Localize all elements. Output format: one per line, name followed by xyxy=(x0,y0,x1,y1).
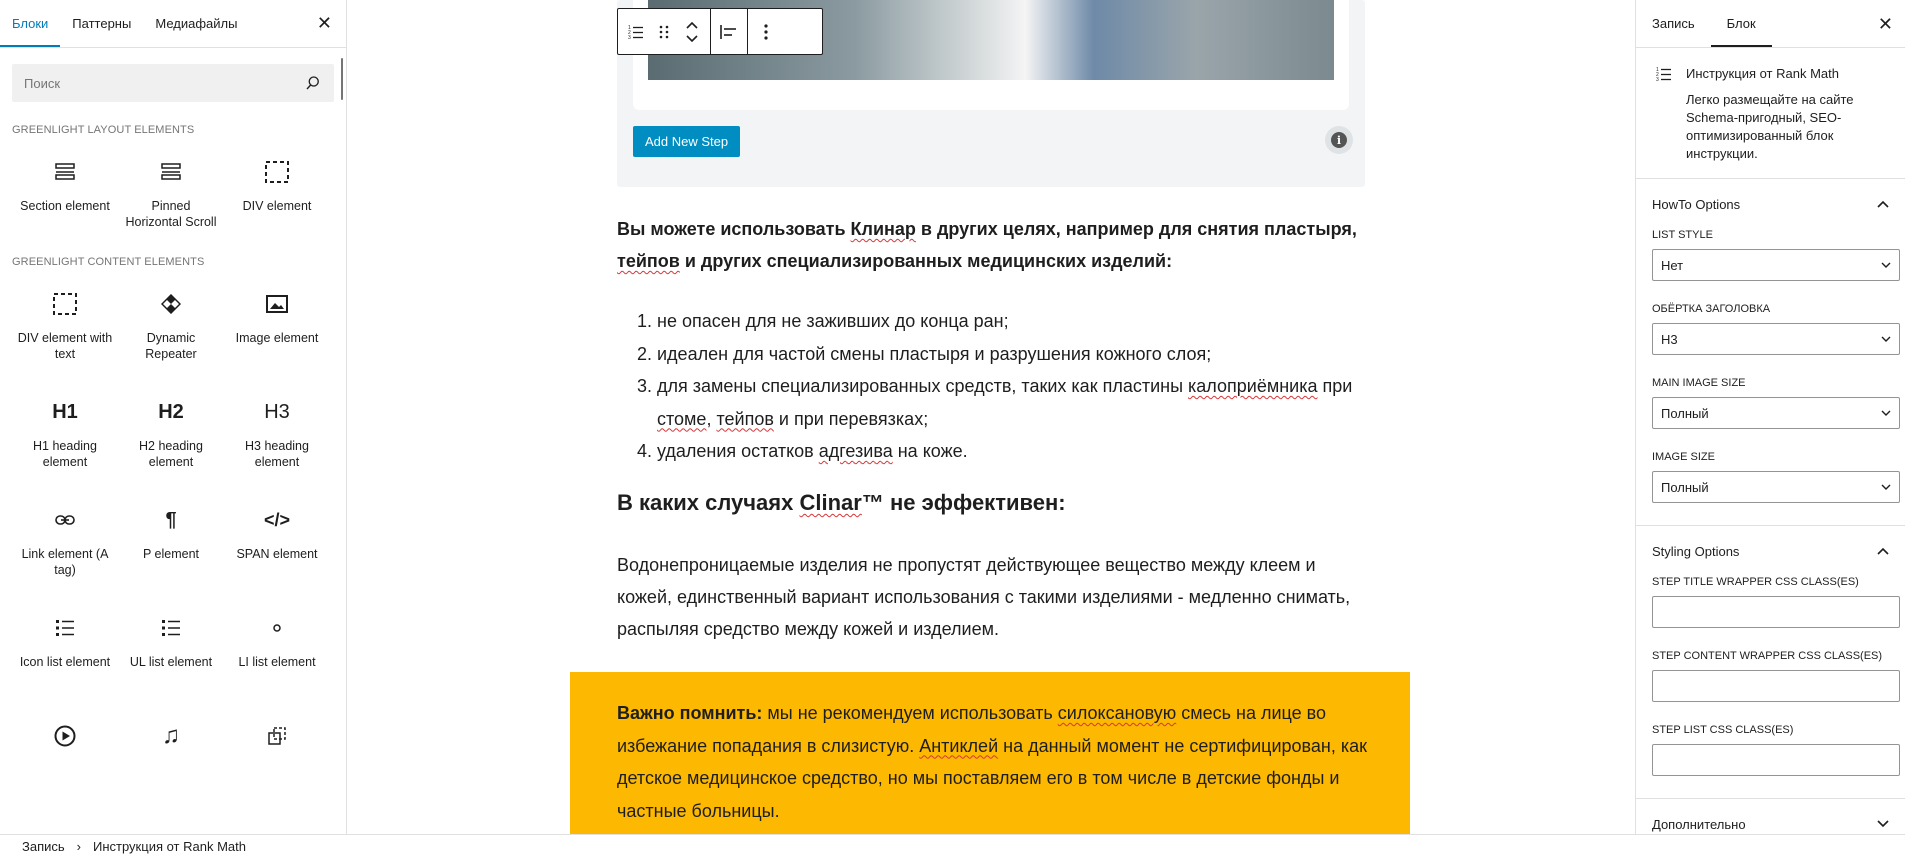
block-card-description: Легко размещайте на сайте Schema-пригодный, SEO-оптимизированный блок инструкции. xyxy=(1686,92,1854,161)
main-image-size-select[interactable] xyxy=(1652,397,1900,429)
callout-text xyxy=(617,697,1377,827)
search-input[interactable] xyxy=(24,76,304,91)
li-dot-icon xyxy=(272,610,282,646)
svg-text:3: 3 xyxy=(628,34,631,40)
panel-title: Дополнительно xyxy=(1652,816,1746,832)
block-pinned-horizontal-scroll[interactable] xyxy=(118,154,224,248)
panel-toggle-howto[interactable] xyxy=(1652,179,1889,229)
select-value: H3 xyxy=(1661,331,1678,347)
spellcheck-word: Антиклей xyxy=(919,735,999,756)
repeater-icon xyxy=(161,286,181,322)
copy-icon xyxy=(268,718,286,754)
svg-text:2: 2 xyxy=(628,29,631,36)
block-icon-list[interactable] xyxy=(12,610,118,704)
div-text-icon xyxy=(53,286,77,322)
chevron-down-icon xyxy=(1881,410,1891,416)
inserter-tabs xyxy=(0,0,346,48)
tab-block[interactable]: Блок xyxy=(1711,0,1772,47)
chevron-down-icon[interactable] xyxy=(686,35,698,43)
image-size-select[interactable] xyxy=(1652,471,1900,503)
spellcheck-word: силоксановую xyxy=(1057,703,1177,723)
list-item xyxy=(657,435,1365,468)
callout-block[interactable] xyxy=(570,672,1410,834)
text-run: удаления остатков xyxy=(657,441,819,461)
block-span-element[interactable] xyxy=(224,502,330,596)
image-icon xyxy=(266,286,288,322)
icon-list-icon xyxy=(55,610,75,646)
panel-toggle-advanced[interactable] xyxy=(1652,799,1889,835)
block-toolbar xyxy=(617,8,823,55)
block-label: H1 heading element xyxy=(33,439,97,469)
move-arrows[interactable] xyxy=(680,12,704,52)
panel-howto-options xyxy=(1636,179,1905,526)
svg-text:1: 1 xyxy=(1656,67,1659,73)
text-run: на данный момент не сертифицирован, как детское медицинское средство, но мы поставляем его в том числе в детские фонды и частные больницы. xyxy=(617,735,1368,821)
uses-list[interactable] xyxy=(617,305,1365,468)
paragraph-uses[interactable] xyxy=(617,213,1365,277)
block-label: H2 heading element xyxy=(139,439,203,469)
list-item xyxy=(657,338,1365,371)
block-copy[interactable] xyxy=(224,718,330,812)
section-heading[interactable] xyxy=(617,490,1066,516)
content-blocks-grid xyxy=(12,286,346,812)
block-label: UL list element xyxy=(129,655,213,669)
chevron-up-icon xyxy=(1877,547,1889,555)
block-label: LI list element xyxy=(238,655,316,669)
breadcrumb-root[interactable]: Запись xyxy=(22,839,65,854)
chevron-down-icon xyxy=(1881,484,1891,490)
field-label: STEP CONTENT WRAPPER CSS CLASS(ES) xyxy=(1652,650,1883,662)
tab-blocks[interactable]: Блоки xyxy=(0,0,60,47)
block-section-element[interactable] xyxy=(12,154,118,248)
spellcheck-word: Клинар xyxy=(850,219,916,239)
category-title-layout: GREENLIGHT LAYOUT ELEMENTS xyxy=(12,124,195,136)
list-item-text: не опасен для не заживших до конца ран; xyxy=(657,311,1009,331)
breadcrumb xyxy=(0,834,1905,858)
text-run: ™ не эффективен: xyxy=(861,490,1066,515)
block-card xyxy=(1636,48,1905,179)
h3-icon: H3 xyxy=(264,400,290,423)
block-video[interactable] xyxy=(12,718,118,812)
field-label: LIST STYLE xyxy=(1652,229,1713,241)
layout-blocks-grid xyxy=(12,154,346,248)
section-icon xyxy=(55,154,75,190)
text-run: при xyxy=(1317,376,1353,396)
h2-icon: H2 xyxy=(158,400,184,423)
block-card-title: Инструкция от Rank Math xyxy=(1686,66,1839,81)
chevron-down-icon xyxy=(1877,820,1889,828)
category-title-content: GREENLIGHT CONTENT ELEMENTS xyxy=(12,256,205,268)
block-ul-list[interactable] xyxy=(118,610,224,704)
toolbar-group-align xyxy=(711,9,748,54)
tab-media[interactable]: Медиафайлы xyxy=(155,16,238,31)
block-audio[interactable] xyxy=(118,718,224,812)
tab-post[interactable]: Запись xyxy=(1652,16,1695,31)
step-content-class-input[interactable] xyxy=(1652,670,1900,702)
block-label: Pinned Horizontal Scroll xyxy=(125,199,217,229)
block-label: Dynamic Repeater xyxy=(145,331,197,361)
paragraph-icon: ¶ xyxy=(165,508,177,531)
h1-icon: H1 xyxy=(52,400,78,423)
field-label: MAIN IMAGE SIZE xyxy=(1652,377,1746,389)
chevron-up-icon xyxy=(1877,200,1889,208)
list-item xyxy=(657,305,1365,338)
block-image-element[interactable] xyxy=(224,286,330,380)
ul-list-icon xyxy=(161,610,181,646)
block-div-element[interactable] xyxy=(224,154,330,248)
field-label: ОБЁРТКА ЗАГОЛОВКА xyxy=(1652,303,1771,315)
code-icon: </> xyxy=(263,509,291,530)
align-left-icon[interactable] xyxy=(717,15,741,49)
editor-canvas xyxy=(348,0,1635,834)
info-icon: i xyxy=(1331,132,1347,148)
drag-handle-icon[interactable] xyxy=(652,15,676,49)
chevron-down-icon xyxy=(1881,262,1891,268)
callout-bold: Важно помнить: xyxy=(617,703,763,723)
more-options-icon[interactable] xyxy=(754,15,778,49)
toolbar-group-more xyxy=(748,9,784,54)
link-icon xyxy=(55,502,75,538)
block-h2-heading[interactable] xyxy=(118,394,224,488)
field-label: IMAGE SIZE xyxy=(1652,451,1715,463)
close-icon[interactable]: ✕ xyxy=(316,13,332,33)
text-run: на коже. xyxy=(892,441,968,461)
block-label: DIV element xyxy=(242,199,312,213)
text-run: и других специализированных медицинских изделий: xyxy=(679,251,1173,271)
howto-list-icon xyxy=(1656,66,1686,162)
info-button[interactable] xyxy=(1325,126,1353,154)
text-run: и при перевязках; xyxy=(773,408,929,429)
list-style-select[interactable] xyxy=(1652,249,1900,281)
block-li-list[interactable] xyxy=(224,610,330,704)
block-dynamic-repeater[interactable] xyxy=(118,286,224,380)
spellcheck-word: стоме xyxy=(657,408,707,429)
text-run: мы не рекомендуем использовать xyxy=(762,703,1058,723)
block-label: DIV element with text xyxy=(17,331,113,361)
text-run: Вы можете использовать xyxy=(617,219,851,239)
spellcheck-word: тейпов xyxy=(716,408,774,429)
step-list-class-input[interactable] xyxy=(1652,744,1900,776)
video-icon xyxy=(54,718,76,754)
spellcheck-word: тейпов xyxy=(617,251,680,271)
select-value: Полный xyxy=(1661,405,1709,421)
chevron-down-icon xyxy=(1881,336,1891,342)
field-label: STEP LIST CSS CLASS(ES) xyxy=(1652,724,1794,736)
select-value: Нет xyxy=(1661,257,1684,273)
block-label: H3 heading element xyxy=(245,439,309,469)
block-div-with-text[interactable] xyxy=(12,286,118,380)
block-label: P element xyxy=(142,547,200,561)
panel-advanced xyxy=(1636,799,1905,835)
text-run: , xyxy=(706,408,717,429)
paragraph-waterproof[interactable]: Водонепроницаемые изделия не пропустят действующее вещество между клеем и кожей, единственный вариант использования с такими изделиями - медленно снимать, распыляя средство между кожей и изделием. xyxy=(617,555,1351,639)
panel-toggle-styling[interactable] xyxy=(1652,526,1889,576)
block-card-content xyxy=(1686,66,1856,162)
howto-block-icon[interactable] xyxy=(624,15,648,49)
svg-text:3: 3 xyxy=(1656,77,1659,82)
tab-patterns[interactable]: Паттерны xyxy=(72,16,132,31)
panel-styling-options xyxy=(1636,526,1905,799)
toolbar-group-block xyxy=(618,9,711,54)
field-label: STEP TITLE WRAPPER CSS CLASS(ES) xyxy=(1652,576,1859,588)
block-label: Link element (A tag) xyxy=(21,547,109,577)
step-title-class-input[interactable] xyxy=(1652,596,1900,628)
svg-text:1: 1 xyxy=(628,24,631,31)
sidebar-tabs xyxy=(1636,0,1905,48)
text-run: смесь на лице во избежание попадания в слизистую. xyxy=(617,703,1327,756)
search-box xyxy=(12,64,334,102)
spellcheck-word: Clinar xyxy=(799,490,862,515)
block-h3-heading[interactable] xyxy=(224,394,330,488)
text-run: В каких случаях xyxy=(617,490,800,515)
chevron-right-icon: › xyxy=(76,839,81,854)
block-label: SPAN element xyxy=(236,547,318,561)
block-h1-heading[interactable] xyxy=(12,394,118,488)
list-item xyxy=(657,370,1365,435)
spellcheck-word: адгезива xyxy=(818,441,893,461)
div-dashed-icon xyxy=(265,154,289,190)
settings-sidebar xyxy=(1635,0,1905,835)
panel-title: HowTo Options xyxy=(1652,196,1741,212)
breadcrumb-current[interactable]: Инструкция от Rank Math xyxy=(93,839,246,854)
block-inserter-panel xyxy=(0,0,347,835)
block-label: Image element xyxy=(235,331,319,345)
svg-text:2: 2 xyxy=(1656,72,1659,78)
spellcheck-word: калоприёмника xyxy=(1188,376,1318,396)
list-item-text: идеален для частой смены пластыря и разрушения кожного слоя; xyxy=(657,343,1212,364)
pinned-scroll-icon xyxy=(161,154,181,190)
scrollbar-thumb[interactable] xyxy=(341,58,343,100)
block-link-element[interactable] xyxy=(12,502,118,596)
text-run: в других целях, например для снятия пластыря, xyxy=(915,219,1357,239)
panel-title: Styling Options xyxy=(1652,543,1740,559)
block-label: Icon list element xyxy=(19,655,111,669)
text-run: для замены специализированных средств, таких как пластины xyxy=(657,376,1189,396)
add-new-step-button[interactable]: Add New Step xyxy=(633,126,740,157)
search-icon[interactable] xyxy=(304,74,322,92)
block-label: Section element xyxy=(20,199,110,213)
title-wrapper-select[interactable] xyxy=(1652,323,1900,355)
close-icon[interactable]: ✕ xyxy=(1877,14,1893,34)
audio-icon: ♫ xyxy=(162,722,180,749)
block-p-element[interactable] xyxy=(118,502,224,596)
chevron-up-icon[interactable] xyxy=(686,21,698,29)
select-value: Полный xyxy=(1661,479,1709,495)
